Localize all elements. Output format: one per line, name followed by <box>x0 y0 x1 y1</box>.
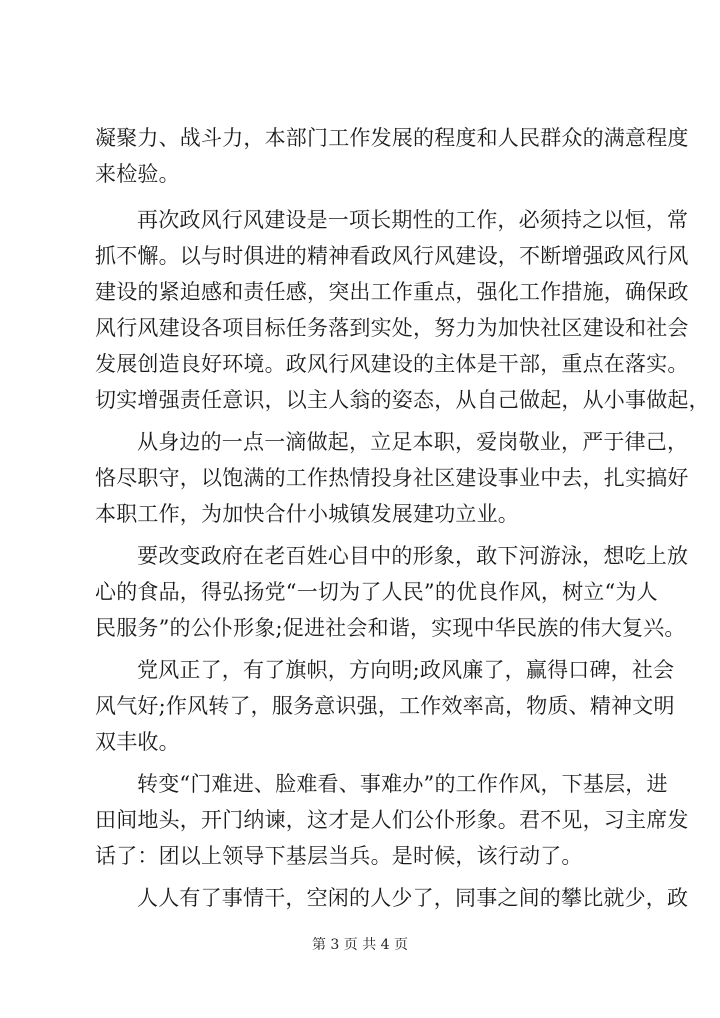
page-footer <box>0 935 720 955</box>
paragraph-first-line: 再次政风行风建设是一项长期性的工作，必须持之以恒，常 <box>137 208 689 232</box>
text-line: 风行风建设各项目标任务落到实处，努力为加快社区建设和社会 <box>95 316 689 340</box>
text-line: 抓不懈。以与时俱进的精神看政风行风建设，不断增强政风行风 <box>95 244 689 268</box>
text-line: 凝聚力、战斗力，本部门工作发展的程度和人民群众的满意程度 <box>95 126 689 150</box>
paragraph-first-line: 转变“门难进、脸难看、事难办”的工作作风，下基层，进 <box>137 772 668 796</box>
text-line: 来检验。 <box>95 162 180 186</box>
text-line: 话了：团以上领导下基层当兵。是时候，该行动了。 <box>95 844 583 868</box>
text-line: 心的食品，得弘扬党“一切为了人民”的优良作风，树立“为人 <box>95 580 658 604</box>
text-line: 田间地头，开门纳谏，这才是人们公仆形象。君不见，习主席发 <box>95 808 689 832</box>
text-line: 切实增强责任意识，以主人翁的姿态，从自己做起，从小事做起， <box>95 388 710 412</box>
text-line: 本职工作，为加快合什小城镇发展建功立业。 <box>95 502 519 526</box>
text-line: 风气好;作风转了，服务意识强，工作效率高，物质、精神文明 <box>95 694 675 718</box>
text-line: 恪尽职守，以饱满的工作热情投身社区建设事业中去，扎实搞好 <box>95 466 689 490</box>
text-line: 双丰收。 <box>95 730 180 754</box>
page-number-label: 第 3 页 共 4 页 <box>311 937 409 953</box>
paragraph-first-line: 要改变政府在老百姓心目中的形象，敢下河游泳，想吃上放 <box>137 544 689 568</box>
text-line: 民服务”的公仆形象;促进社会和谐，实现中华民族的伟大复兴。 <box>95 616 686 640</box>
text-line: 建设的紧迫感和责任感，突出工作重点，强化工作措施，确保政 <box>95 280 689 304</box>
paragraph-first-line: 人人有了事情干，空闲的人少了，同事之间的攀比就少，政 <box>137 886 689 910</box>
paragraph-first-line: 从身边的一点一滴做起，立足本职，爱岗敬业，严于律己， <box>137 430 689 454</box>
paragraph-first-line: 党风正了，有了旗帜，方向明;政风廉了，赢得口碑，社会 <box>137 658 675 682</box>
text-line: 发展创造良好环境。政风行风建设的主体是干部，重点在落实。 <box>95 352 689 376</box>
